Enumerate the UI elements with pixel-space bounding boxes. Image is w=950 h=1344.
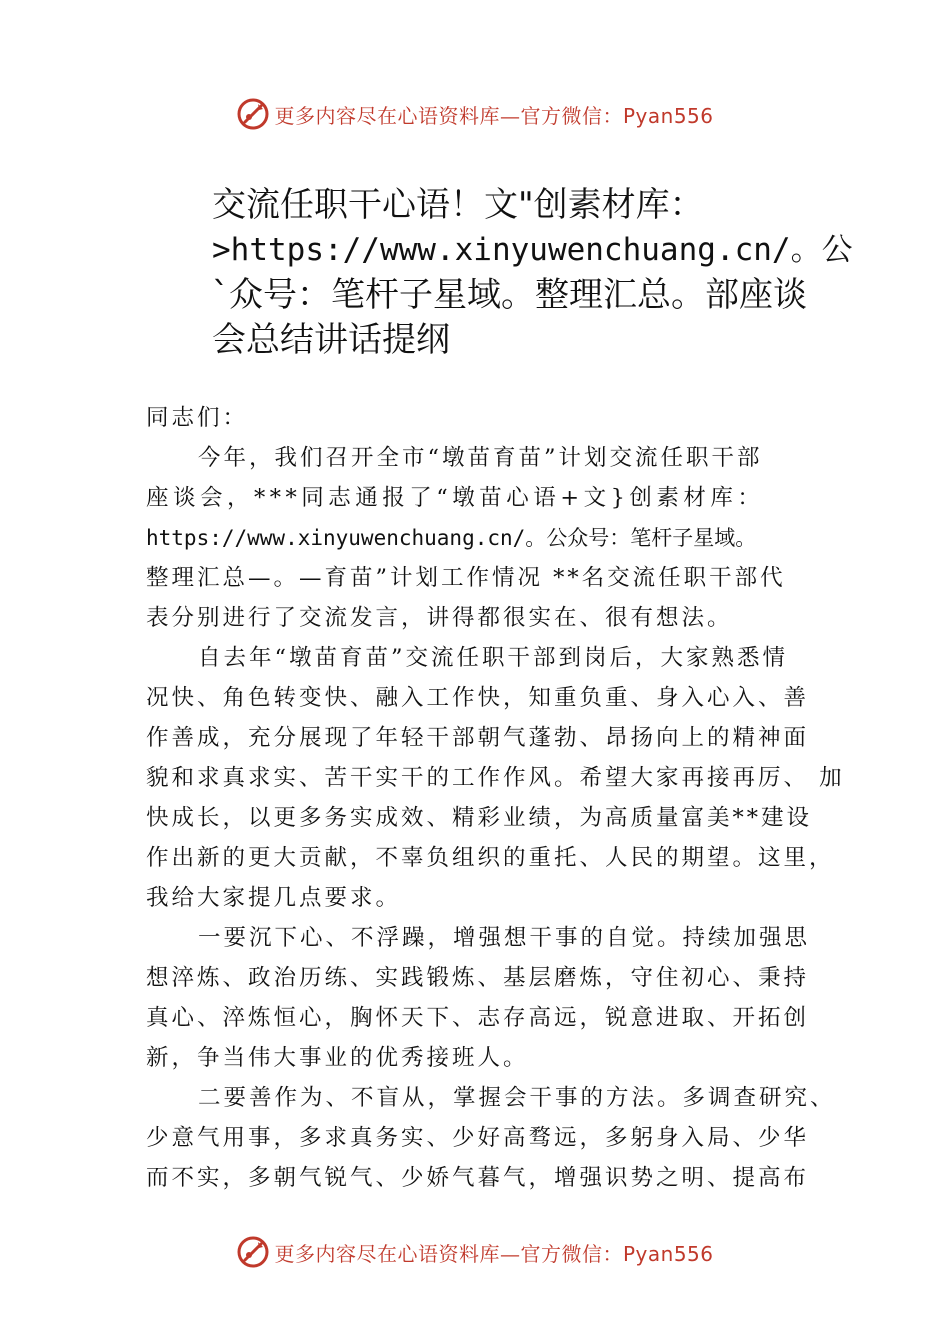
banner-text <box>274 100 713 129</box>
paragraph-line: 表分别进行了交流发言，讲得都很实在、很有想法。 <box>146 605 733 631</box>
banner-text <box>274 1238 713 1267</box>
paragraph-line: 真心、淬炼恒心，胸怀天下、志存高远，锐意进取、开拓创 <box>146 1005 810 1031</box>
paragraph-line: 新，争当伟大事业的优秀接班人。 <box>146 1045 529 1071</box>
header-banner <box>0 94 950 134</box>
banner-wechat-id: Pyan556 <box>622 103 714 128</box>
title-line-1: 交流任职干心语！文"创素材库： <box>212 185 704 225</box>
paragraph-line: 作出新的更大贡献，不辜负组织的重托、人民的期望。这里， <box>146 845 835 871</box>
title-line-3: `众号：笔杆子星域。整理汇总。部座谈 <box>212 275 807 315</box>
paragraph-line: 而不实，多朝气锐气、少娇气暮气，增强识势之明、提高布 <box>146 1165 810 1191</box>
banner-label: 更多内容尽在心语资料库—官方微信： <box>274 1241 623 1266</box>
paragraph-line: https://www.xinyuwenchuang.cn/。公众号：笔杆子星域。 <box>146 526 757 550</box>
document-title <box>212 183 852 363</box>
logo-icon <box>236 97 270 131</box>
paragraph-line: 二要善作为、不盲从，掌握会干事的方法。多调查研究、 <box>198 1085 836 1111</box>
paragraph-line: 况快、角色转变快、融入工作快，知重负重、身入心入、善 <box>146 685 810 711</box>
paragraph-line: 今年，我们召开全市“墩苗育苗”计划交流任职干部 <box>198 445 763 471</box>
paragraph-line: 少意气用事，多求真务实、少好高骛远，多躬身入局、少华 <box>146 1125 810 1151</box>
logo-icon <box>236 1235 270 1269</box>
paragraph-line: 快成长，以更多务实成效、精彩业绩，为高质量富美**建设 <box>146 805 813 831</box>
title-line-4: 会总结讲话提纲 <box>212 320 450 360</box>
paragraph-line: 作善成，充分展现了年轻干部朝气蓬勃、昂扬向上的精神面 <box>146 725 810 751</box>
paragraph-line: 貌和求真求实、苦干实干的工作作风。希望大家再接再厉、 加 <box>146 765 845 791</box>
paragraph-line: 一要沉下心、不浮躁，增强想干事的自觉。持续加强思 <box>198 925 811 951</box>
salutation: 同志们： <box>146 405 249 431</box>
paragraph-line: 我给大家提几点要求。 <box>146 885 402 911</box>
paragraph-line: 想淬炼、政治历练、实践锻炼、基层磨炼，守住初心、秉持 <box>146 965 810 991</box>
paragraph-line: 整理汇总—。—育苗”计划工作情况 **名交流任职干部代 <box>146 565 786 591</box>
paragraph-line: 自去年“墩苗育苗”交流任职干部到岗后，大家熟悉情 <box>198 645 789 671</box>
paragraph-line: 座谈会，***同志通报了“墩苗心语+文}创素材库： <box>146 485 765 511</box>
title-line-2: >https://www.xinyuwenchuang.cn/。公 <box>212 232 853 268</box>
banner-wechat-id: Pyan556 <box>622 1241 714 1266</box>
footer-banner <box>0 1232 950 1272</box>
banner-label: 更多内容尽在心语资料库—官方微信： <box>274 103 623 128</box>
